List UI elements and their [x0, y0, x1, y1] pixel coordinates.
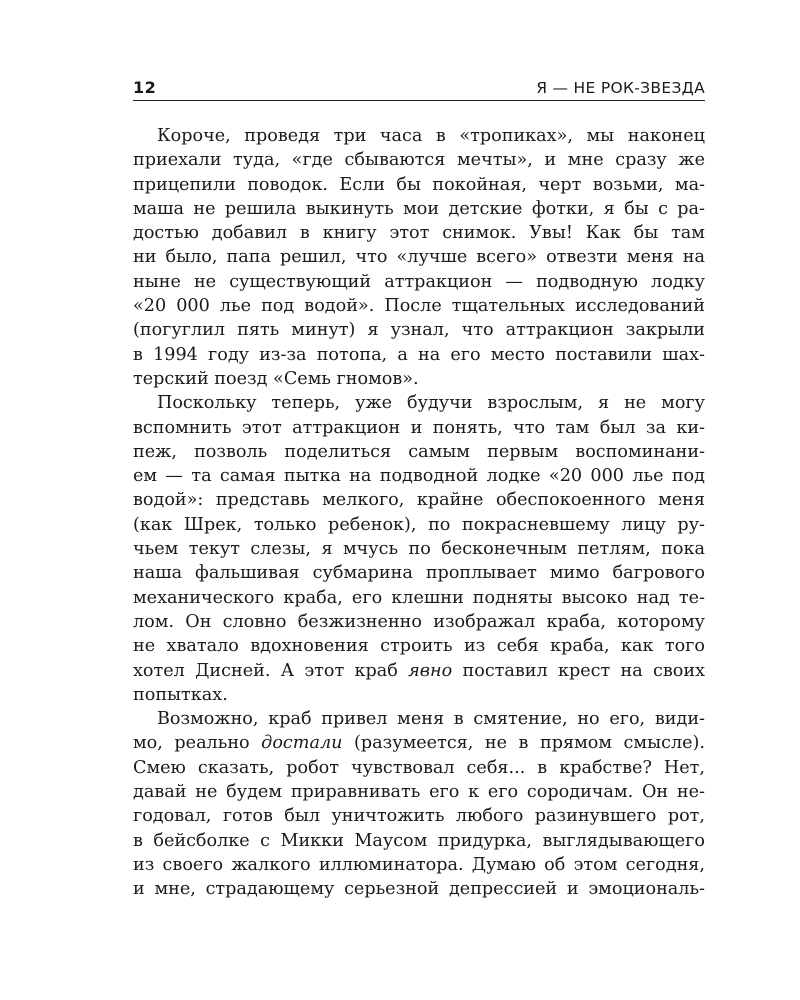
text-line: Короче, проведя три часа в «тропиках», мы наконец: [157, 126, 705, 146]
text-line: не хватало вдохновения строить из себя краба, как того: [133, 636, 705, 657]
text-line-with-emphasis: хотел Дисней. А этот краб явно поставил крест на своих: [133, 660, 705, 681]
text-line: прицепили поводок. Если бы покойная, черт возьми, ма-: [133, 174, 705, 195]
body-text: [133, 124, 705, 902]
page-number: 12: [133, 78, 157, 97]
text-line: достью добавил в книгу этот снимок. Увы! Как бы там: [133, 223, 705, 244]
text-line: наша фальшивая субмарина проплывает мимо багрового: [133, 563, 705, 584]
text-line: маша не решила выкинуть мои детские фотки, я бы с ра-: [133, 198, 705, 219]
text-line: ни было, папа решил, что «лучше всего» отвезти меня на: [133, 247, 705, 268]
emphasis-word: явно: [408, 660, 453, 681]
paragraph-2: [133, 391, 705, 707]
text-line: (как Шрек, только ребенок), по покрасневшему лицу ру-: [133, 514, 705, 535]
text-line: приехали туда, «где сбываются мечты», и мне сразу же: [133, 150, 705, 171]
text-line: механического краба, его клешни подняты высоко над те-: [133, 587, 705, 608]
running-title: Я — НЕ РОК-ЗВЕЗДА: [536, 79, 705, 97]
text-line: вспомнить этот аттракцион и понять, что там был за ки-: [133, 417, 705, 438]
emphasis-word: достали: [261, 733, 343, 754]
text-line: пеж, позволь поделиться самым первым воспоминани-: [133, 441, 705, 462]
text-line: попытках.: [133, 684, 228, 705]
text-line: терский поезд «Семь гномов».: [133, 368, 419, 389]
paragraph-1: [133, 124, 705, 391]
text-line: давай не будем приравнивать его к его сородичам. Он не-: [133, 782, 705, 803]
text-line: в бейсболке с Микки Маусом придурка, выглядывающего: [133, 830, 705, 851]
text-line-with-emphasis: мо, реально достали (разумеется, не в прямом смысле).: [133, 733, 705, 754]
text-line: в 1994 году из-за потопа, а на его место поставили шах-: [133, 344, 705, 365]
running-header: [133, 78, 705, 101]
text-line: Смею сказать, робот чувствовал себя... в крабстве? Нет,: [133, 757, 705, 778]
text-line: лом. Он словно безжизненно изображал краба, которому: [133, 611, 705, 632]
text-line: водой»: представь мелкого, крайне обеспокоенного меня: [133, 490, 705, 511]
text-line: и мне, страдающему серьезной депрессией и эмоциональ-: [133, 879, 705, 900]
text-line: ем — та самая пытка на подводной лодке «20 000 лье под: [133, 466, 705, 487]
text-line: Поскольку теперь, уже будучи взрослым, я не могу: [157, 393, 705, 414]
text-line: «20 000 лье под водой». После тщательных исследований: [133, 296, 705, 317]
text-line: (погуглил пять минут) я узнал, что аттракцион закрыли: [133, 320, 705, 341]
text-line: из своего жалкого иллюминатора. Думаю об этом сегодня,: [133, 854, 705, 875]
text-line: ныне не существующий аттракцион — подводную лодку: [133, 271, 705, 292]
text-line: чьем текут слезы, я мчусь по бесконечным петлям, пока: [133, 539, 705, 560]
paragraph-3: [133, 707, 705, 901]
text-line: годовал, готов был уничтожить любого разинувшего рот,: [133, 806, 705, 827]
text-line: Возможно, краб привел меня в смятение, но его, види-: [157, 709, 705, 730]
